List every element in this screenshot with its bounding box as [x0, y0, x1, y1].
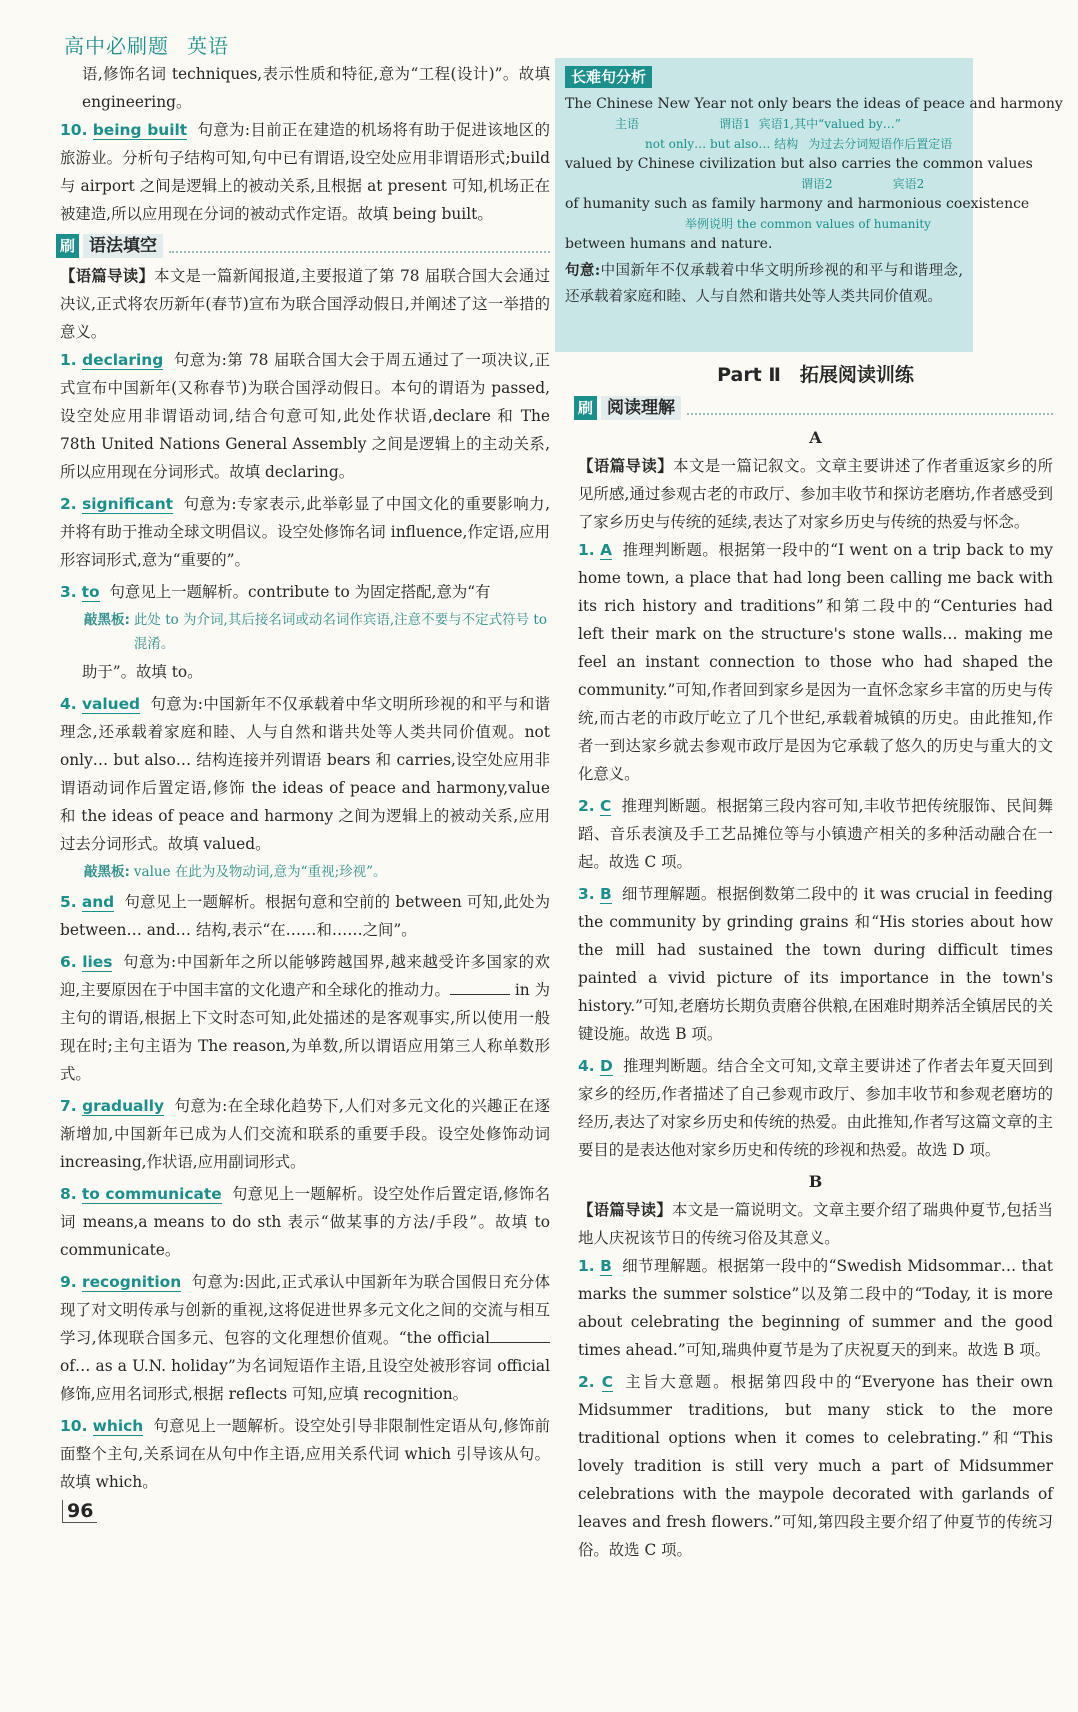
paragraph: 助于”。故填 to。	[82, 663, 203, 681]
answer-item	[60, 578, 550, 606]
section-title: 阅读理解	[601, 396, 681, 420]
explanation: 细节理解题。根据第一段中的“Swedish Midsommar… that marks the summer solstice”以及第二段中的“Today, it is more about celebrating the beginning of summer and the good times ahead.”可知,瑞典仲夏节是为了庆祝夏天的到来。故选 B 项。	[578, 1257, 1053, 1359]
translation-label: 句意:	[565, 262, 601, 279]
answer: recognition	[82, 1273, 182, 1291]
subject-title: 英语	[187, 34, 229, 58]
answer: valued	[81, 695, 141, 713]
attribute-label: 为过去分词短语作后置定语	[808, 137, 953, 151]
translation-text: 中国新年不仅承载着中华文明所珍视的和平与和谐理念,还承载着家庭和睦、人与自然和谐共处等人类共同价值观。	[565, 263, 963, 305]
analysis-line: between humans and nature.	[565, 236, 773, 252]
item-number: 1.	[578, 1257, 595, 1275]
item-number: 7.	[60, 1097, 77, 1115]
answer: A	[600, 541, 613, 559]
answer: C	[599, 797, 612, 815]
left-column	[60, 60, 550, 1500]
answer: declaring	[82, 351, 164, 369]
explanation-cont: of… as a U.N. holiday”为名词短语作主语,且设空处被形容词 official 修饰,应用名词形式,根据 reflects 可知,应填 recognition。	[60, 1357, 550, 1403]
item-number: 3.	[60, 583, 77, 601]
blank	[450, 978, 510, 995]
item-number: 1.	[578, 541, 595, 559]
guide-text: 本文是一篇新闻报道,主要报道了第 78 届联合国大会通过决议,正式将农历新年(春节)宣布为联合国浮动假日,并阐述了这一举措的意义。	[60, 267, 550, 341]
item-number: 10.	[60, 121, 88, 139]
section-heading	[574, 396, 1053, 420]
item-number: 6.	[60, 953, 77, 971]
answer: D	[599, 1057, 613, 1075]
answer: to	[81, 583, 100, 601]
divider	[169, 239, 550, 253]
page-header	[64, 30, 247, 59]
tip-text: 此处 to 为介词,其后接名词或动名词作宾语,注意不要与不定式符号 to 混淆。	[133, 612, 547, 652]
answer-item	[60, 346, 550, 486]
analysis-annotation	[565, 114, 963, 134]
tip-note	[84, 608, 550, 656]
answer-item	[578, 792, 1053, 876]
explanation: 句意为:在全球化趋势下,人们对多元文化的兴趣正在逐渐增加,中国新年已成为人们交流和联系的重要手段。设空处修饰动词 increasing,作状语,应用副词形式。	[60, 1097, 550, 1171]
answer: B	[599, 885, 612, 903]
paragraph: 语,修饰名词 techniques,表示性质和特征,意为“工程(设计)”。故填 engineering。	[82, 65, 550, 111]
answer: which	[92, 1417, 144, 1435]
answer-item	[60, 1268, 550, 1408]
answer: gradually	[82, 1097, 164, 1115]
answer-item	[578, 1252, 1053, 1364]
answer-item	[60, 1180, 550, 1264]
explanation-cont: in 为主句的谓语,根据上下文时态可知,此处描述的是客观事实,所以使用一般现在时;主句主语为 The reason,为单数,所以谓语应用第三人称单数形式。	[60, 981, 550, 1083]
answer-item	[578, 1368, 1053, 1564]
analysis-translation	[565, 258, 963, 310]
answer-item	[60, 888, 550, 944]
analysis-annotation	[565, 134, 963, 154]
analysis-annotation: 举例说明 the common values of humanity	[685, 217, 931, 231]
predicate-label: 谓语1	[719, 117, 751, 131]
answer: lies	[82, 953, 113, 971]
page-number: 96	[62, 1500, 97, 1523]
explanation: 细节理解题。根据倒数第二段中的 it was crucial in feeding the community by grinding grains 和“His stories about how the mill had sustained the town during difficult times painted a vivid picture of its importance in the town's history.”可知,老磨坊长期负责磨谷供粮,在困难时期养活全镇居民的关键设施。故选 B 项。	[578, 885, 1053, 1043]
answer: significant	[82, 495, 174, 513]
part-title: Part Ⅱ 拓展阅读训练	[717, 364, 914, 386]
item-number: 1.	[60, 351, 77, 369]
explanation: 主旨大意题。根据第四段中的“Everyone has their own Midsummer traditions, but many stick to the more traditional options when it comes to celebrating.”和“This lovely tradition is still very much a part of Midsummer celebrations with the maypole decorated with garlands of leaves and fresh flowers.”可知,第四段主要介绍了仲夏节的传统习俗。故选 C 项。	[578, 1373, 1053, 1559]
explanation: 句意为:专家表示,此举彰显了中国文化的重要影响力,并将有助于推动全球文明倡议。设空处修饰名词 influence,作定语,应用形容词形式,意为“重要的”。	[60, 495, 550, 569]
item-number: 9.	[60, 1273, 77, 1291]
answer: being built	[92, 121, 188, 139]
explanation: 推理判断题。根据第三段内容可知,丰收节把传统服饰、民间舞蹈、音乐表演及手工艺品摊位等与小镇遗产相关的多种活动融合在一起。故选 C 项。	[578, 797, 1053, 871]
explanation: 句意为:因此,正式承认中国新年为联合国假日充分体现了对文明传承与创新的重视,这将促进世界多元文化之间的交流与相互学习,体现联合国多元、包容的文化理想价值观。“the official	[60, 1273, 550, 1347]
right-column	[578, 360, 1053, 1568]
answer-item	[578, 1052, 1053, 1164]
guide-label: 【语篇导读】	[60, 267, 155, 285]
answer-item	[60, 1092, 550, 1176]
section-tag: 刷	[574, 396, 597, 420]
item-number: 10.	[60, 1417, 88, 1435]
explanation: 句意见上一题解析。contribute to 为固定搭配,意为“有	[109, 583, 491, 601]
answer-item	[60, 490, 550, 574]
analysis-line: of humanity such as family harmony and harmonious coexistence	[565, 196, 1030, 212]
explanation: 句意为:中国新年之所以能够跨越国界,越来越受许多国家的欢迎,主要原因在于中国丰富的文化遗产和全球化的推动力。	[60, 953, 550, 999]
tip-text: value 在此为及物动词,意为“重视;珍视”。	[133, 864, 387, 880]
structure-label: not only… but also… 结构	[645, 137, 799, 151]
item-number: 3.	[578, 885, 595, 903]
analysis-line: valued by Chinese civilization but also carries the common values	[565, 156, 1033, 172]
explanation: 句意为:第 78 届联合国大会于周五通过了一项决议,正式宣布中国新年(又称春节)为联合国浮动假日。本句的谓语为 passed,设空处应用非谓语动词,结合句意可知,此处作状语,declare 和 The 78th United Nations General Assembly 之间是逻辑上的主动关系,所以应用现在分词形式。故填 declaring。	[60, 351, 550, 481]
answer-item	[578, 536, 1053, 788]
passage-label: A	[809, 428, 822, 447]
answer-item	[60, 948, 550, 1088]
subject-label: 主语	[615, 117, 640, 131]
guide-text: 本文是一篇说明文。文章主要介绍了瑞典仲夏节,包括当地人庆祝该节日的传统习俗及其意义。	[578, 1201, 1053, 1247]
answer: B	[600, 1257, 612, 1275]
section-title: 语法填空	[83, 234, 163, 258]
divider	[687, 401, 1053, 415]
item-number: 5.	[60, 893, 77, 911]
passage-guide	[60, 262, 550, 346]
sentence-analysis-box	[555, 58, 1063, 352]
analysis-title: 长难句分析	[565, 66, 652, 88]
answer-item	[578, 880, 1053, 1048]
analysis-line: The Chinese New Year not only bears the ideas of peace and harmony	[565, 96, 1063, 112]
blank	[490, 1326, 550, 1343]
passage-label: B	[808, 1172, 823, 1191]
guide-label: 【语篇导读】	[578, 457, 674, 475]
guide-text: 本文是一篇记叙文。文章主要讲述了作者重返家乡的所见所感,通过参观古老的市政厅、参加丰收节和探访老磨坊,作者感受到了家乡历史与传统的延续,表达了对家乡历史与传统的热爱与怀念。	[578, 457, 1053, 531]
answer: C	[601, 1373, 614, 1391]
tip-badge: 敲黑板:	[84, 612, 130, 628]
explanation: 句意见上一题解析。设空处引导非限制性定语从句,修饰前面整个主句,关系词在从句中作主语,应用关系代词 which 引导该从句。故填 which。	[60, 1417, 550, 1491]
explanation: 推理判断题。根据第一段中的“I went on a trip back to my home town, a place that had long been calling me back with its rich history and traditions”和第二段中的“Centuries had left their mark on the structure's stone walls… making me feel an instant connection to those who had shaped the community.”可知,作者回到家乡是因为一直怀念家乡丰富的历史与传统,而古老的市政厅屹立了几个世纪,承载着城镇的历史。由此推知,作者一到达家乡就去参观市政厅是因为它承载了悠久的历史与重大的文化意义。	[578, 541, 1053, 783]
explanation: 句意为:中国新年不仅承载着中华文明所珍视的和平与和谐理念,还承载着家庭和睦、人与自然和谐共处等人类共同价值观。not only… but also… 结构连接并列谓语 bears 和 carries,设空处应用非谓语动词作后置定语,修饰 the ideas of peace and harmony,value 和 the ideas of peace and harmony 之间为逻辑上的被动关系,应用过去分词形式。故填 valued。	[60, 695, 550, 853]
item-number: 4.	[60, 695, 77, 713]
section-heading	[56, 234, 550, 258]
answer: to communicate	[81, 1185, 222, 1203]
object2-label: 宾语2	[892, 177, 925, 191]
explanation: 推理判断题。结合全文可知,文章主要讲述了作者去年夏天回到家乡的经历,作者描述了自己参观市政厅、参加丰收节和参观老磨坊的经历,表达了对家乡历史和传统的热爱。由此推知,作者写这篇文章的主要目的是表达他对家乡历史和传统的珍视和热爱。故选 D 项。	[578, 1057, 1053, 1159]
item-number: 2.	[60, 495, 77, 513]
explanation: 句意见上一题解析。设空处作后置定语,修饰名词 means,a means to do sth 表示“做某事的方法/手段”。故填 to communicate。	[60, 1185, 550, 1259]
explanation: 句意见上一题解析。根据句意和空前的 between 可知,此处为 between… and… 结构,表示“在……和……之间”。	[60, 893, 550, 939]
object-label: 宾语1,其中“valued by…”	[758, 117, 901, 131]
analysis-annotation	[565, 174, 963, 194]
item-number: 2.	[578, 797, 595, 815]
item-number: 8.	[60, 1185, 77, 1203]
section-tag: 刷	[56, 234, 79, 258]
answer-item	[60, 690, 550, 858]
answer: and	[81, 893, 115, 911]
answer-item	[60, 116, 550, 228]
guide-label: 【语篇导读】	[578, 1201, 673, 1219]
explanation: 句意为:目前正在建造的机场将有助于促进该地区的旅游业。分析句子结构可知,句中已有谓语,设空处应用非谓语形式;build 与 airport 之间是逻辑上的被动关系,且根据 at present 可知,机场正在被建造,所以应用现在分词的被动式作定语。故填 being built。	[60, 121, 550, 223]
passage-guide	[578, 452, 1053, 536]
answer-item	[60, 1412, 550, 1496]
predicate2-label: 谓语2	[801, 177, 833, 191]
book-title: 高中必刷题	[64, 34, 169, 58]
item-number: 2.	[578, 1373, 595, 1391]
tip-badge: 敲黑板:	[84, 864, 130, 880]
tip-note	[84, 860, 550, 884]
item-number: 4.	[578, 1057, 595, 1075]
passage-guide	[578, 1196, 1053, 1252]
